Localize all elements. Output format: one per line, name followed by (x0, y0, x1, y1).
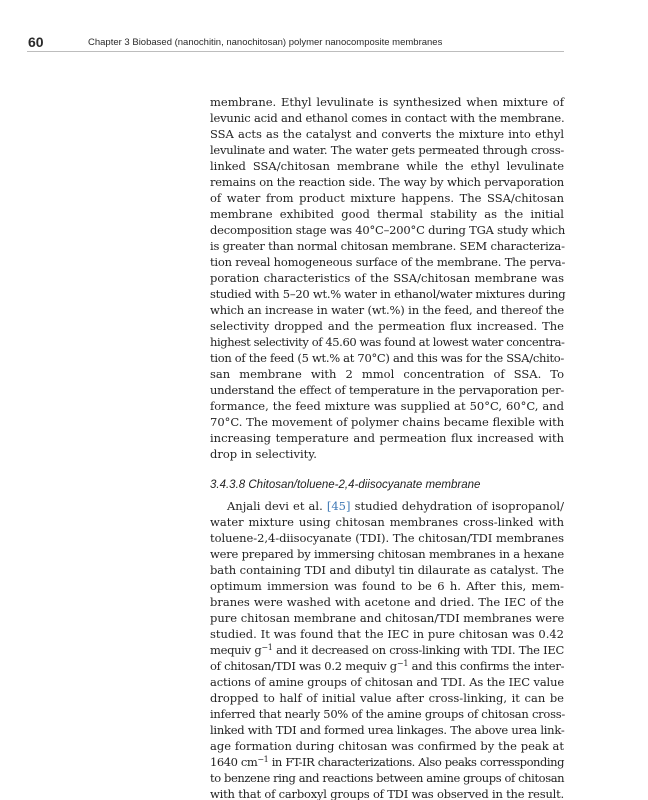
text-line: increasing temperature and permeation flux increased with (210, 431, 564, 445)
text-line: 70°C. The movement of polymer chains became flexible with (210, 415, 565, 429)
text-line: pure chitosan membrane and chitosan/TDI membranes were (210, 611, 565, 625)
text-line: actions of amine groups of chitosan and TDI. As the IEC value (210, 675, 564, 689)
text-line: toluene-2,4-diisocyanate (TDI). The chitosan/TDI membranes (210, 531, 564, 545)
text-line: of water from product mixture happens. The SSA/chitosan (210, 191, 564, 205)
text-line: linked SSA/chitosan membrane while the ethyl levulinate (210, 159, 564, 173)
text-line: optimum immersion was found to be 6 h. After this, mem- (210, 579, 564, 593)
text-line: tion reveal homogeneous surface of the membrane. The perva- (210, 255, 566, 269)
text-line: understand the effect of temperature in the pervaporation per- (210, 383, 564, 397)
section-heading: 3.4.3.8 Chitosan/toluene-2,4-diisocyanate membrane (210, 479, 481, 491)
text-line: inferred that nearly 50% of the amine groups of chitosan cross- (210, 707, 566, 721)
text-line: water mixture using chitosan membranes cross-linked with (210, 515, 564, 529)
text-line: selectivity dropped and the permeation flux increased. The (210, 319, 564, 333)
text-line: remains on the reaction side. The way by which pervaporation (210, 175, 564, 189)
text-line: age formation during chitosan was confirmed by the peak at (210, 739, 564, 753)
text-line: levulinate and water. The water gets permeated through cross- (210, 143, 564, 157)
text-line: Anjali devi et al. [45] studied dehydration of isopropanol/ (227, 499, 564, 513)
text-line: formance, the feed mixture was supplied at 50°C, 60°C, and (210, 399, 564, 413)
running-header (27, 35, 564, 52)
text-line: membrane. Ethyl levulinate is synthesized when mixture of (210, 95, 564, 109)
text-line: with that of carboxyl groups of TDI was observed in the result. (210, 787, 564, 800)
text-line: levunic acid and ethanol comes in contact with the membrane. (210, 111, 565, 125)
text-line: san membrane with 2 mmol concentration of SSA. To (210, 367, 564, 381)
text-line: membrane exhibited good thermal stability as the initial (210, 207, 564, 221)
text-line: tion of the feed (5 wt.% at 70°C) and this was for the SSA/chito- (210, 351, 564, 365)
text-line: bath containing TDI and dibutyl tin dilaurate as catalyst. The (210, 563, 564, 577)
page-number: 60 (28, 34, 44, 50)
text-line: drop in selectivity. (210, 447, 317, 461)
citation-link[interactable]: [45] (326, 499, 351, 513)
text-line: SSA acts as the catalyst and converts the mixture into ethyl (210, 127, 564, 141)
text-line: poration characteristics of the SSA/chitosan membrane was (210, 271, 564, 285)
text-line: linked with TDI and formed urea linkages. The above urea link- (210, 723, 565, 737)
text-line: is greater than normal chitosan membrane. SEM characteriza- (210, 239, 565, 253)
text-line: which an increase in water (wt.%) in the feed, and thereof the (210, 303, 564, 317)
text-line: highest selectivity of 45.60 was found at lowest water concentra- (210, 335, 565, 349)
text-line: mequiv $g^{-1}$ and it decreased on cross-linking with TDI. The IEC (210, 643, 564, 657)
text-line: to benzene ring and reactions between amine groups of chitosan (210, 771, 565, 785)
chapter-title: Chapter 3 Biobased (nanochitin, nanochitosan) polymer nanocomposite membranes (88, 37, 443, 48)
text-line: were prepared by immersing chitosan membranes in a hexane (210, 547, 564, 561)
text-line: studied. It was found that the IEC in pure chitosan was 0.42 (210, 627, 564, 641)
text-line: branes were washed with acetone and dried. The IEC of the (210, 595, 564, 609)
text-line: dropped to half of initial value after cross-linking, it can be (210, 691, 564, 705)
text-line: of chitosan/TDI was 0.2 mequiv $g^{-1}$ and this confirms the inter- (210, 659, 565, 673)
text-line: studied with 5–20 wt.% water in ethanol/water mixtures during (210, 287, 566, 301)
text-line: decomposition stage was 40°C–200°C during TGA study which (210, 223, 566, 237)
text-line: 1640 $cm^{-1}$ in FT-IR characterizations. Also peaks corressponding (210, 755, 565, 769)
